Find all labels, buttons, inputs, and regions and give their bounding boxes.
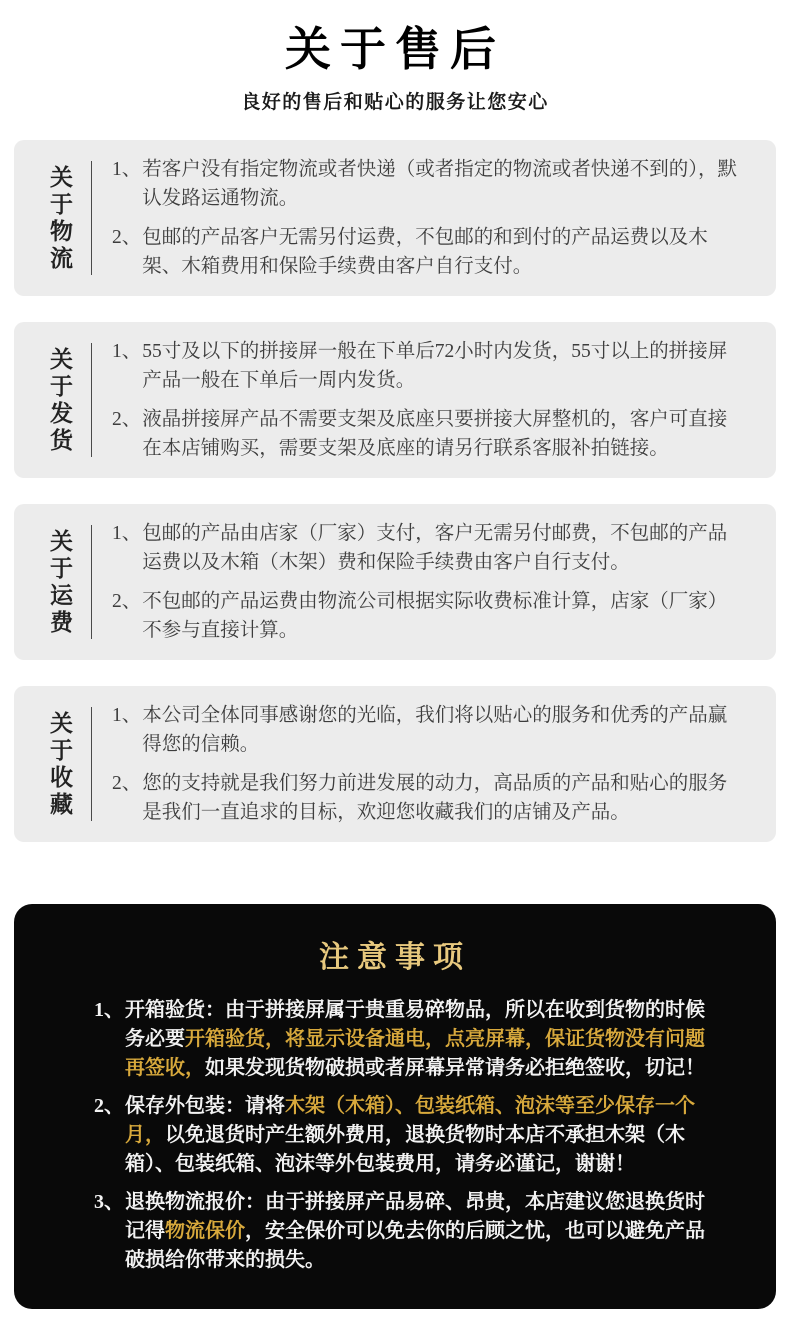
- item-number: 1、: [94, 999, 124, 1022]
- section-label: 关于发货: [50, 346, 73, 454]
- list-item: [112, 337, 742, 395]
- section-label: 关于收藏: [50, 710, 73, 818]
- section-label: 关于物流: [50, 164, 73, 272]
- section-logistics: [14, 140, 776, 296]
- section-shipping: [14, 322, 776, 478]
- notice-item-unboxing: [94, 996, 714, 1083]
- item-text: 包邮的产品客户无需另付运费，不包邮的和到付的产品运费以及木架、木箱费用和保险手续费由客户自行支付。: [142, 227, 708, 278]
- section-body: [112, 701, 742, 827]
- item-text: [125, 1092, 714, 1179]
- item-text: 本公司全体同事感谢您的光临，我们将以贴心的服务和优秀的产品赢得您的信赖。: [142, 705, 728, 756]
- item-text: 您的支持就是我们努力前进发展的动力，高品质的产品和贴心的服务是我们一直追求的目标，欢迎您收藏我们的店铺及产品。: [142, 773, 728, 824]
- notice-item-return-insurance: [94, 1188, 714, 1275]
- page-title: 关于售后: [285, 24, 505, 75]
- item-text: 包邮的产品由店家（厂家）支付，客户无需另付邮费，不包邮的产品运费以及木箱（木架）费和保险手续费由客户自行支付。: [142, 523, 728, 574]
- item-text: [125, 996, 714, 1083]
- item-text: 若客户没有指定物流或者快递（或者指定的物流或者快递不到的），默认发路运通物流。: [142, 159, 737, 210]
- item-text: 55寸及以下的拼接屏一般在下单后72小时内发货，55寸以上的拼接屏产品一般在下单后一周内发货。: [142, 341, 728, 392]
- item-number: 1、: [112, 705, 142, 727]
- notice-text: ，安全保价可以免去你的后顾之忧，也可以避免产品破损给你带来的损失。: [125, 1220, 705, 1272]
- service-sections: [0, 140, 790, 842]
- list-item: [112, 587, 742, 645]
- vertical-divider: [91, 707, 92, 821]
- page-subtitle: 良好的售后和贴心的服务让您安心: [241, 92, 549, 114]
- notice-title: 注意事项: [319, 941, 471, 975]
- notice-text: 以免退货时产生额外费用，退换货物时本店不承担木架（木箱）、包装纸箱、泡沫等外包装费用，请务必谨记，谢谢！: [125, 1124, 685, 1176]
- section-label: 关于运费: [50, 528, 73, 636]
- notice-panel: [14, 904, 776, 1309]
- item-text: [125, 1188, 714, 1275]
- notice-text: 如果发现货物破损或者屏幕异常请务必拒绝签收，切记！: [205, 1057, 705, 1080]
- item-number: 2、: [112, 773, 142, 795]
- vertical-divider: [91, 161, 92, 275]
- notice-text: 保存外包装：请将: [125, 1095, 285, 1118]
- notice-item-packaging: [94, 1092, 714, 1179]
- list-item: [112, 769, 742, 827]
- list-item: [112, 701, 742, 759]
- item-number: 2、: [112, 409, 142, 431]
- notice-text: 开箱验货：由于拼接屏属于贵重易碎物品，所以在收到货物的时候务必要: [125, 999, 705, 1051]
- list-item: [112, 405, 742, 463]
- highlight-text: 木架（木箱）、包装纸箱、泡沫等至少保存一个月，: [125, 1095, 695, 1147]
- page-header: [0, 0, 790, 114]
- item-text: 不包邮的产品运费由物流公司根据实际收费标准计算，店家（厂家）不参与直接计算。: [142, 591, 728, 642]
- item-number: 2、: [112, 227, 142, 249]
- section-favorite: [14, 686, 776, 842]
- list-item: [112, 155, 742, 213]
- item-number: 1、: [112, 159, 142, 181]
- highlight-text: 物流保价: [165, 1220, 245, 1243]
- section-body: [112, 519, 742, 645]
- notice-text: 退换物流报价：由于拼接屏产品易碎、昂贵，本店建议您退换货时记得: [125, 1191, 705, 1243]
- vertical-divider: [91, 525, 92, 639]
- item-number: 1、: [112, 523, 142, 545]
- item-number: 2、: [94, 1095, 124, 1118]
- vertical-divider: [91, 343, 92, 457]
- list-item: [112, 519, 742, 577]
- item-number: 2、: [112, 591, 142, 613]
- item-text: 液晶拼接屏产品不需要支架及底座只要拼接大屏整机的，客户可直接在本店铺购买，需要支架及底座的请另行联系客服补拍链接。: [142, 409, 728, 460]
- item-number: 3、: [94, 1191, 124, 1214]
- item-number: 1、: [112, 341, 142, 363]
- section-body: [112, 155, 742, 281]
- section-body: [112, 337, 742, 463]
- highlight-text: 开箱验货，将显示设备通电，点亮屏幕，保证货物没有问题再签收，: [125, 1028, 705, 1080]
- section-freight: [14, 504, 776, 660]
- list-item: [112, 223, 742, 281]
